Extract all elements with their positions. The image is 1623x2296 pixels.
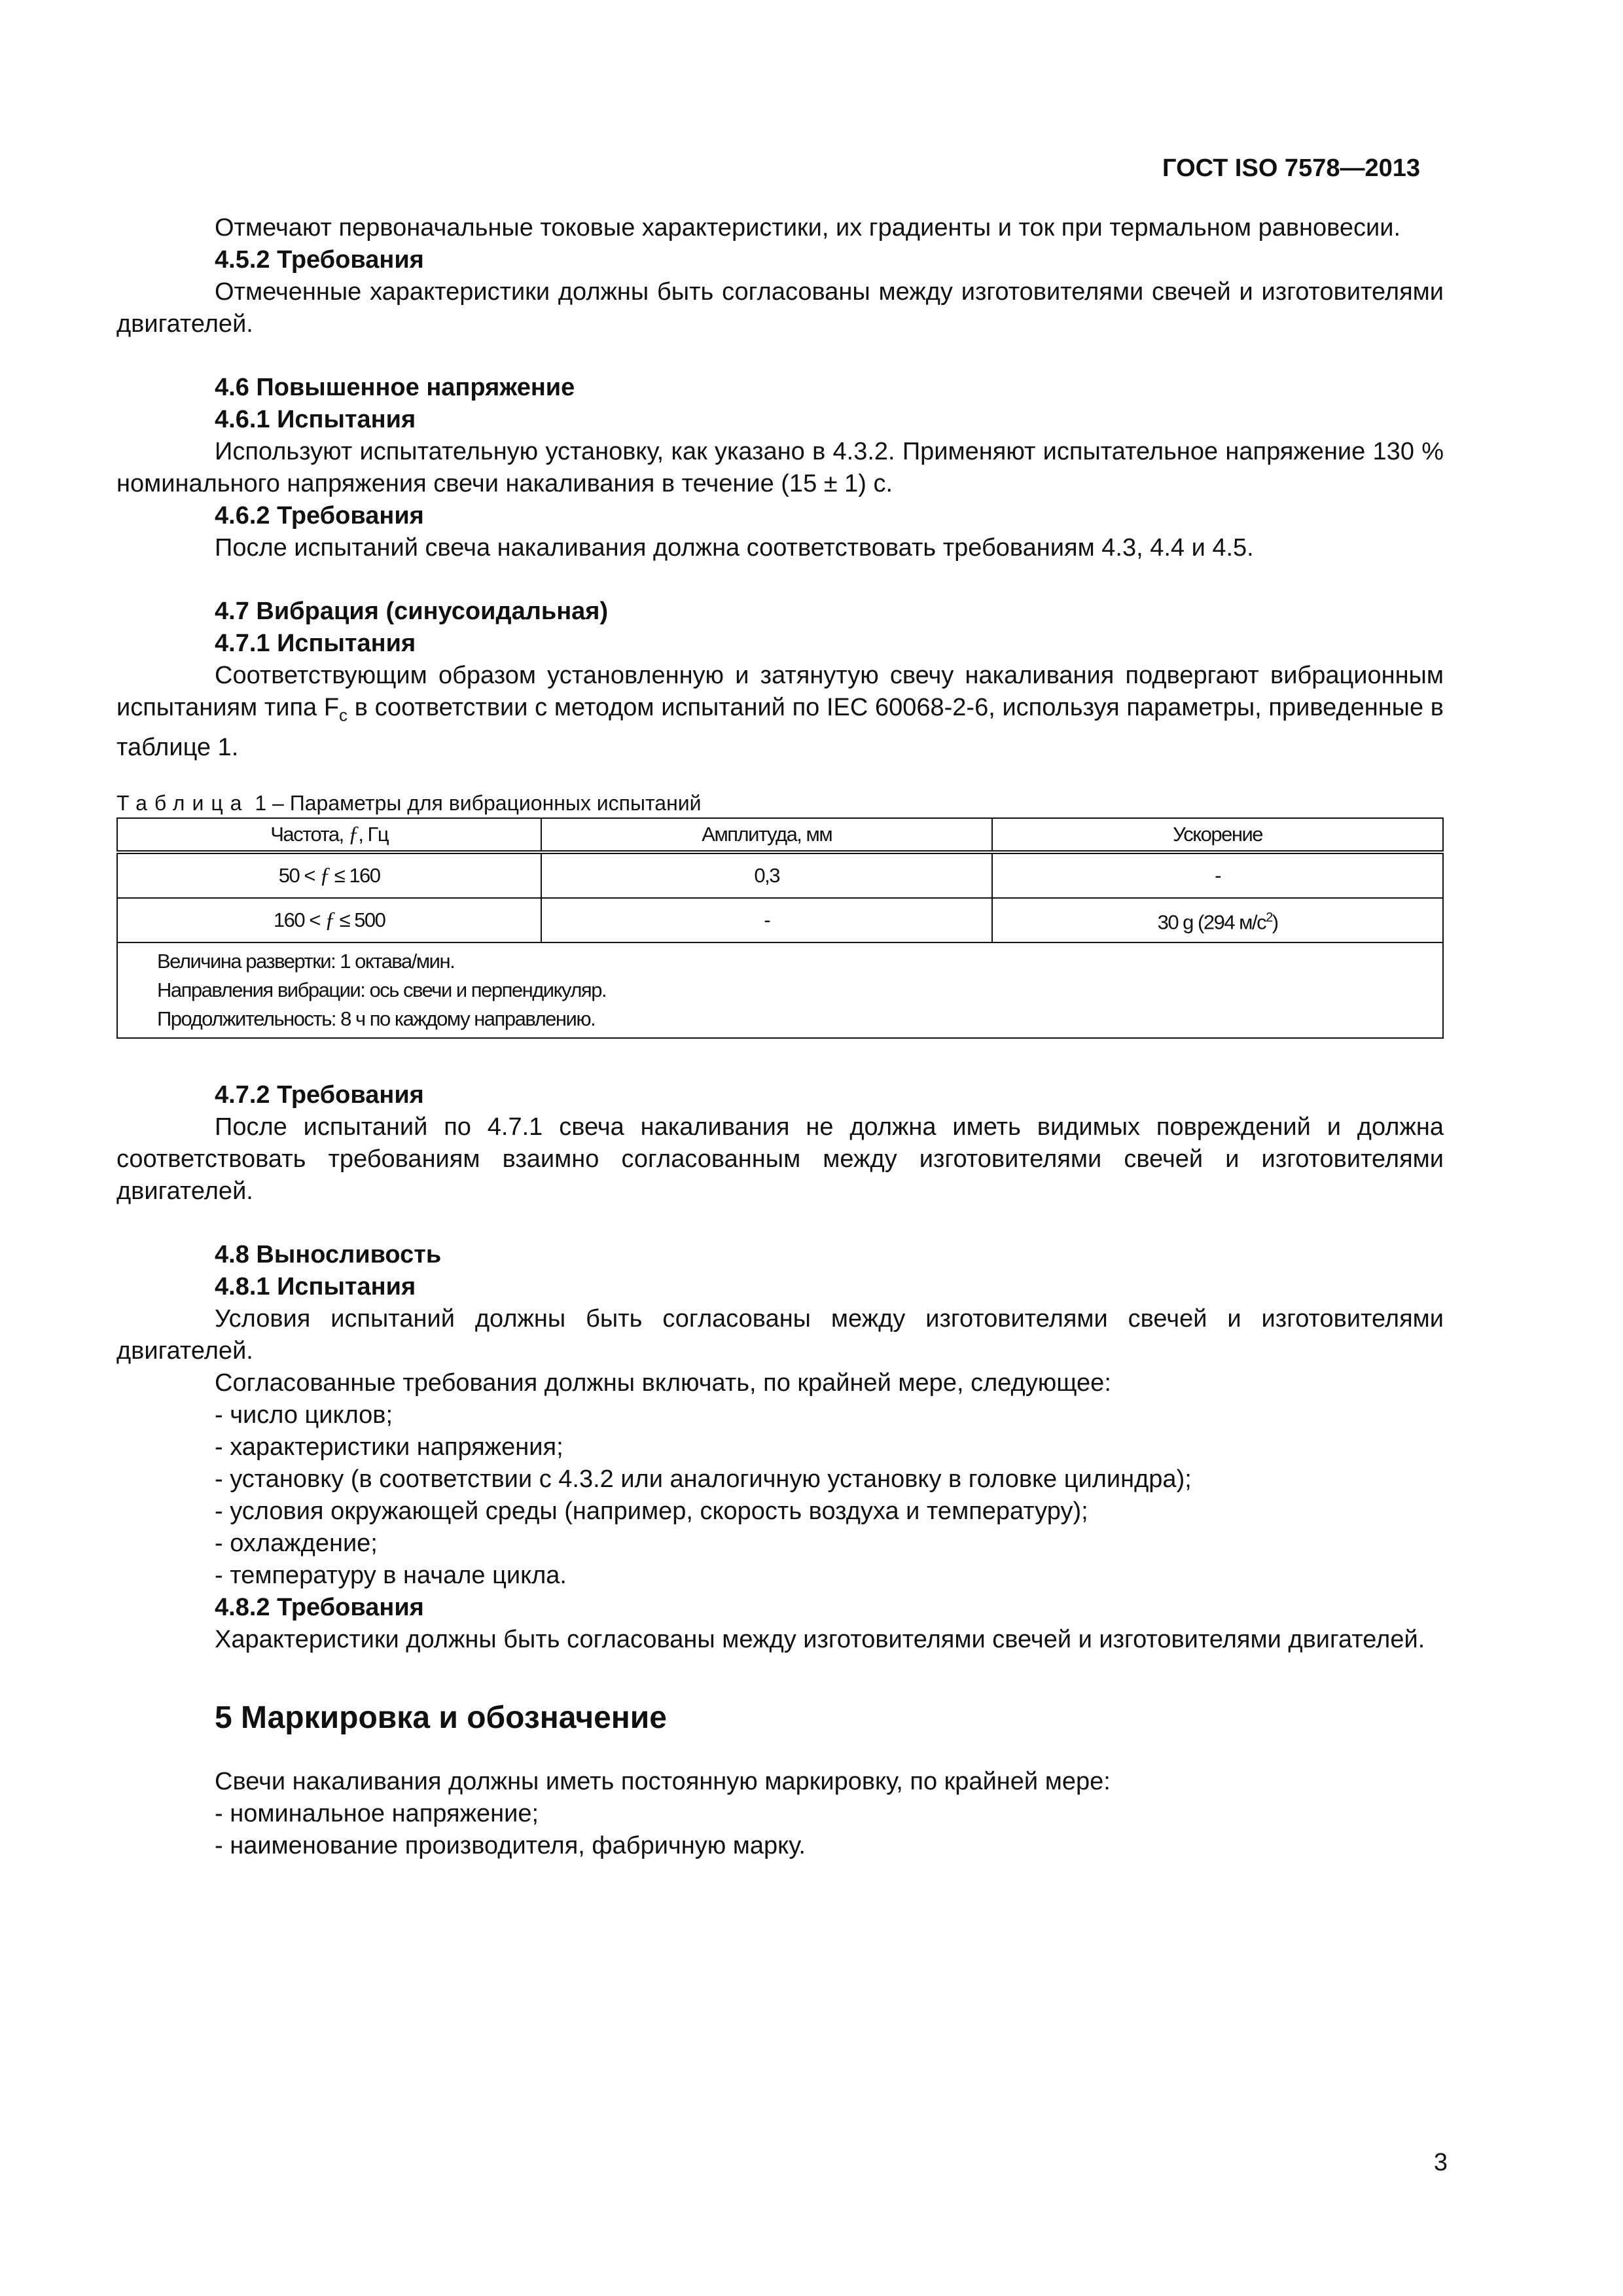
list-item: - наименование производителя, фабричную марку. — [215, 1831, 806, 1859]
column-header-acceleration: Ускорение — [992, 818, 1443, 852]
spacer — [116, 1656, 1444, 1698]
list-item: - номинальное напряжение; — [215, 1799, 539, 1827]
spacer — [116, 340, 1444, 372]
paragraph-4-8-1: Условия испытаний должны быть согласованы между изготовителями свечей и изготовителями двигателей. — [116, 1304, 1444, 1365]
table-header-row — [117, 818, 1443, 852]
list-item: - характеристики напряжения; — [215, 1433, 563, 1461]
cell-text: 30 g (294 м/с — [1157, 910, 1266, 934]
cell-amplitude: - — [541, 898, 992, 942]
frequency-symbol: ƒ — [324, 908, 335, 933]
spacer — [116, 1208, 1444, 1239]
column-header-frequency — [117, 818, 541, 852]
cell-frequency — [117, 898, 541, 942]
paragraph-4-7-1 — [116, 660, 1444, 764]
heading-4-6: 4.6 Повышенное напряжение — [215, 374, 575, 401]
cell-text: ≤ 160 — [329, 864, 380, 888]
paragraph-4-6-2: После испытаний свеча накаливания должна соответствовать требованиям 4.3, 4.4 и 4.5. — [215, 534, 1254, 562]
paragraph-4-7-2: После испытаний по 4.7.1 свеча накаливания не должна иметь видимых повреждений и должна соответствовать требованиям взаимно согласованным между изготовителями свечей и изготовителями двигателей. — [116, 1113, 1444, 1205]
table-note: Направления вибрации: ось свечи и перпендикуляр. — [157, 978, 607, 1001]
text-part: Соответствующим образом установленную и затянутую свечу накаливания подвергают вибрационным испытаниям типа F — [116, 662, 1444, 721]
spacer — [116, 564, 1444, 596]
cell-amplitude: 0,3 — [541, 852, 992, 898]
cell-text: 50 < — [278, 864, 320, 888]
table-notes-row — [117, 942, 1443, 1038]
heading-4-6-2: 4.6.2 Требования — [215, 502, 424, 529]
paragraph-4-6-1: Используют испытательную установку, как указано в 4.3.2. Применяют испытательное напряжение 130 % номинального напряжения свечи накаливания в течение (15 ± 1) с. — [116, 438, 1444, 497]
paragraph-agreed-intro: Согласованные требования должны включать, по крайней мере, следующее: — [215, 1369, 1111, 1397]
spacer — [116, 1039, 1444, 1079]
column-header-amplitude: Амплитуда, мм — [541, 818, 992, 852]
superscript: 2 — [1266, 910, 1272, 925]
cell-text: 160 < — [273, 908, 325, 932]
subscript: c — [339, 705, 348, 725]
cell-acceleration — [992, 898, 1443, 942]
list-item: - установку (в соответствии с 4.3.2 или аналогичную установку в головке цилиндра); — [215, 1465, 1192, 1493]
frequency-symbol: ƒ — [319, 863, 330, 888]
cell-text: ≤ 500 — [334, 908, 385, 932]
standard-header: ГОСТ ISO 7578—2013 — [1162, 154, 1420, 182]
table-1-caption — [116, 789, 1444, 817]
header-unit: , Гц — [358, 822, 389, 846]
header-text: Частота, — [270, 822, 348, 846]
heading-4-7: 4.7 Вибрация (синусоидальная) — [215, 598, 609, 625]
table-row — [117, 852, 1443, 898]
heading-section-5: 5 Маркировка и обозначение — [215, 1700, 667, 1735]
heading-4-8-2: 4.8.2 Требования — [215, 1593, 424, 1621]
heading-4-7-1: 4.7.1 Испытания — [215, 630, 416, 657]
list-item: - число циклов; — [215, 1401, 393, 1429]
page-content — [116, 212, 1444, 1862]
spacer — [116, 764, 1444, 789]
cell-text: ) — [1272, 910, 1278, 934]
cell-acceleration: - — [992, 852, 1443, 898]
table-caption-title: 1 – Параметры для вибрационных испытаний — [249, 791, 702, 815]
text-part: в соответствии с методом испытаний по IEC 60068-2-6, используя параметры, приведенные в таблице 1. — [116, 694, 1444, 761]
paragraph-4-8-2: Характеристики должны быть согласованы между изготовителями свечей и изготовителями двигателей. — [215, 1625, 1425, 1653]
list-item: - температуру в начале цикла. — [215, 1561, 567, 1589]
table-row — [117, 898, 1443, 942]
vibration-parameters-table — [116, 817, 1444, 1039]
paragraph-5-intro: Свечи накаливания должны иметь постоянную маркировку, по крайней мере: — [215, 1767, 1111, 1795]
paragraph-4-5-intro: Отмечают первоначальные токовые характеристики, их градиенты и ток при термальном равновесии. — [215, 214, 1401, 242]
table-note: Величина развертки: 1 октава/мин. — [157, 949, 455, 973]
frequency-symbol: ƒ — [348, 821, 359, 846]
heading-4-5-2: 4.5.2 Требования — [215, 246, 424, 274]
spacer — [116, 1738, 1444, 1766]
table-note: Продолжительность: 8 ч по каждому направлению. — [157, 1007, 596, 1030]
paragraph-4-5-2: Отмеченные характеристики должны быть согласованы между изготовителями свечей и изготовителями двигателей. — [116, 278, 1444, 338]
heading-4-8-1: 4.8.1 Испытания — [215, 1272, 416, 1300]
heading-4-7-2: 4.7.2 Требования — [215, 1081, 424, 1109]
list-item: - условия окружающей среды (например, скорость воздуха и температуру); — [215, 1497, 1088, 1525]
heading-4-8: 4.8 Выносливость — [215, 1240, 442, 1268]
page-number: 3 — [1433, 2149, 1448, 2176]
table-caption-label: Таблица — [116, 791, 249, 815]
list-item: - охлаждение; — [215, 1529, 378, 1557]
heading-4-6-1: 4.6.1 Испытания — [215, 406, 416, 433]
table-notes — [117, 942, 1443, 1038]
cell-frequency — [117, 852, 541, 898]
